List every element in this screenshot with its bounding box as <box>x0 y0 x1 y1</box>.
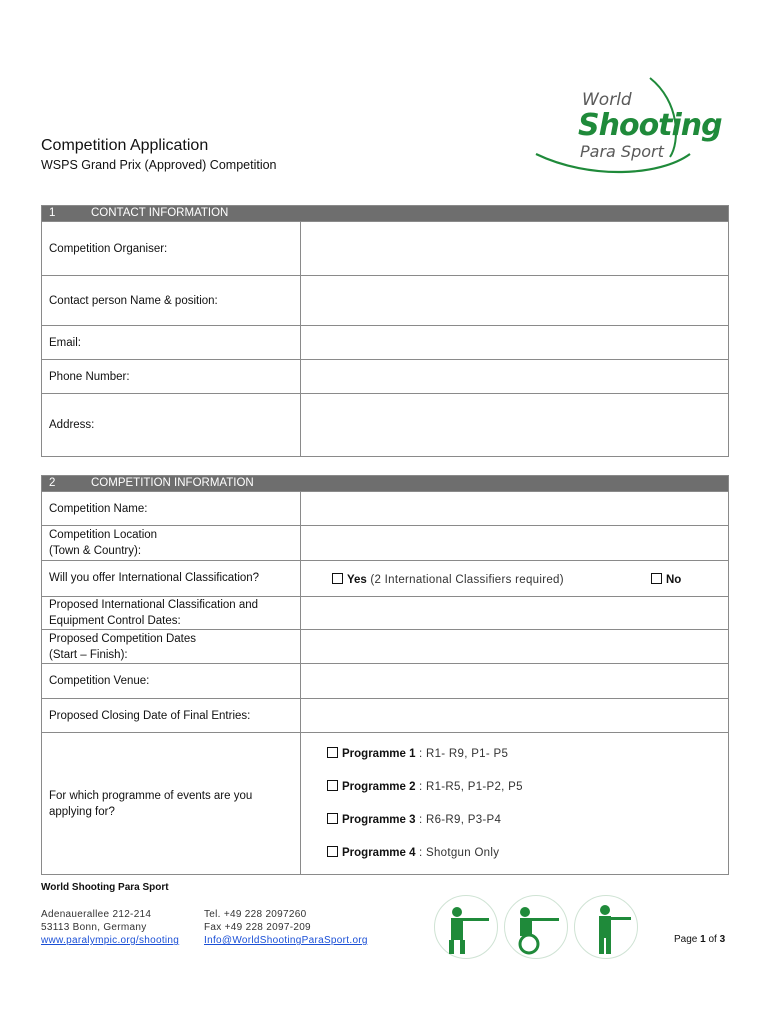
field-label-line: Proposed Competition Dates <box>49 632 197 645</box>
programme-desc: : R1-R5, P1-P2, P5 <box>415 780 523 793</box>
field-label-line: (Start – Finish): <box>49 648 128 661</box>
checkbox-icon[interactable] <box>327 780 338 791</box>
yes-label: Yes <box>347 574 367 586</box>
footer-contact <box>204 908 368 947</box>
pistol-shooter-icon <box>575 896 637 958</box>
page-separator: of <box>705 934 720 945</box>
programme-label: Programme 4 <box>342 846 416 859</box>
page-current: 1 <box>700 934 706 945</box>
programme-desc: : Shotgun Only <box>415 846 500 859</box>
contact-information-table <box>41 205 729 457</box>
programme-desc: : R1- R9, P1- P5 <box>415 747 509 760</box>
field-label-line: Competition Location <box>49 529 158 541</box>
programme-label: Programme 2 <box>342 780 416 793</box>
page-subtitle: WSPS Grand Prix (Approved) Competition <box>41 158 277 172</box>
form-row <box>42 597 729 630</box>
form-row <box>42 492 729 526</box>
classification-yes-option[interactable] <box>301 561 645 597</box>
competition-information-table <box>41 475 729 875</box>
footer-address-line: Adenauerallee 212-214 <box>41 909 152 920</box>
footer-website-link[interactable]: www.paralympic.org/shooting <box>41 935 180 946</box>
field-label: Phone Number: <box>42 360 301 394</box>
classification-dates-field[interactable] <box>301 597 729 630</box>
form-row <box>42 630 729 664</box>
field-label: Competition Organiser: <box>42 222 301 276</box>
form-row <box>42 526 729 561</box>
form-row <box>42 360 729 394</box>
field-label-line: Equipment Control Dates: <box>49 615 181 627</box>
programme-desc: : R6-R9, P3-P4 <box>415 813 502 826</box>
phone-number-field[interactable] <box>301 360 729 394</box>
address-field[interactable] <box>301 394 729 457</box>
field-label: Address: <box>42 394 301 457</box>
section-title: CONTACT INFORMATION <box>91 207 229 219</box>
athlete-pictogram-icon <box>504 895 568 959</box>
logo-text-world: World <box>582 90 632 110</box>
closing-date-field[interactable] <box>301 699 729 733</box>
yes-note: (2 International Classifiers required) <box>366 574 564 586</box>
section-header <box>42 206 729 222</box>
page-title: Competition Application <box>41 137 209 154</box>
footer-address-line: 53113 Bonn, Germany <box>41 922 147 933</box>
competition-name-field[interactable] <box>301 492 729 526</box>
competition-venue-field[interactable] <box>301 664 729 699</box>
page-prefix: Page <box>674 934 701 945</box>
footer-tel: Tel. +49 228 2097260 <box>204 909 307 920</box>
field-label <box>42 597 301 630</box>
email-field[interactable] <box>301 326 729 360</box>
section-number: 1 <box>49 207 56 219</box>
section-title: COMPETITION INFORMATION <box>91 477 254 489</box>
field-label: Competition Venue: <box>42 664 301 699</box>
programme-label: Programme 1 <box>342 747 416 760</box>
form-row <box>42 733 729 875</box>
programme-options <box>301 733 729 875</box>
wheelchair-shooter-icon <box>505 896 567 958</box>
field-label: Contact person Name & position: <box>42 276 301 326</box>
checkbox-icon[interactable] <box>327 813 338 824</box>
footer-email-link[interactable]: Info@WorldShootingParaSport.org <box>204 935 368 946</box>
competition-dates-field[interactable] <box>301 630 729 664</box>
programme-1-option[interactable] <box>301 738 728 771</box>
checkbox-icon[interactable] <box>327 747 338 758</box>
page-total: 3 <box>719 934 726 945</box>
checkbox-icon[interactable] <box>332 573 343 584</box>
footer-address <box>41 908 179 947</box>
field-label: Will you offer International Classification? <box>42 561 301 597</box>
footer-org-name: World Shooting Para Sport <box>41 882 169 893</box>
field-label: Email: <box>42 326 301 360</box>
field-label <box>42 630 301 664</box>
field-label-line: Proposed International Classification and <box>49 599 259 611</box>
no-label: No <box>666 574 682 586</box>
form-row <box>42 561 729 597</box>
logo-text-shooting: Shooting <box>578 108 722 143</box>
form-row <box>42 664 729 699</box>
programme-4-option[interactable] <box>301 837 728 870</box>
field-label-line: (Town & Country): <box>49 545 142 557</box>
form-row <box>42 699 729 733</box>
programme-label: Programme 3 <box>342 813 416 826</box>
section-header <box>42 476 729 492</box>
rifle-shooter-icon <box>435 896 497 958</box>
field-label: Competition Name: <box>42 492 301 526</box>
checkbox-icon[interactable] <box>327 846 338 857</box>
competition-organiser-field[interactable] <box>301 222 729 276</box>
section-number: 2 <box>49 477 56 489</box>
field-label <box>42 526 301 561</box>
athlete-pictogram-icon <box>574 895 638 959</box>
competition-location-field[interactable] <box>301 526 729 561</box>
form-row <box>42 326 729 360</box>
page-number <box>674 934 725 945</box>
form-row <box>42 394 729 457</box>
field-label: Proposed Closing Date of Final Entries: <box>42 699 301 733</box>
classification-no-option[interactable] <box>644 561 729 597</box>
form-row <box>42 222 729 276</box>
athlete-pictogram-icon <box>434 895 498 959</box>
contact-person-field[interactable] <box>301 276 729 326</box>
programme-3-option[interactable] <box>301 804 728 837</box>
field-label-line: For which programme of events are you <box>49 789 253 802</box>
field-label <box>42 733 301 875</box>
checkbox-icon[interactable] <box>651 573 662 584</box>
logo-text-para-sport: Para Sport <box>580 142 664 161</box>
form-row <box>42 276 729 326</box>
field-label-line: applying for? <box>49 805 115 818</box>
programme-2-option[interactable] <box>301 771 728 804</box>
footer-fax: Fax +49 228 2097-209 <box>204 922 311 933</box>
